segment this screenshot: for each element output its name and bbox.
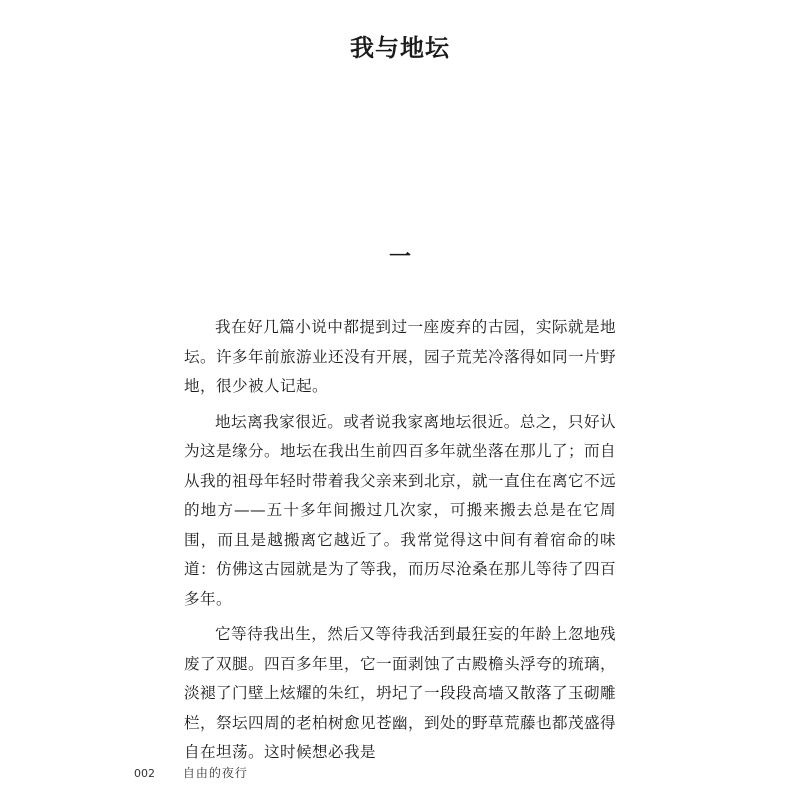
section-number: 一 — [388, 244, 411, 270]
body-text — [184, 313, 616, 774]
paragraph-2: 地坛离我家很近。或者说我家离地坛很近。总之，只好认为这是缘分。地坛在我出生前四百多年就坐落在那儿了；而自从我的祖母年轻时带着我父亲来到北京，就一直住在离它不远的地方——五十多年间搬过几次家，可搬来搬去总是在它周围，而且是越搬离它越近了。我常觉得这中间有着宿命的味道：仿佛这古园就是为了等我，而历尽沧桑在那儿等待了四百多年。 — [184, 412, 616, 608]
paragraph-1: 我在好几篇小说中都提到过一座废弃的古园，实际就是地坛。许多年前旅游业还没有开展，园子荒芜冷落得如同一片野地，很少被人记起。 — [184, 318, 616, 395]
page-number: 002 — [134, 767, 155, 780]
chapter-title: 我与地坛 — [350, 33, 450, 62]
paragraph-3: 它等待我出生，然后又等待我活到最狂妄的年龄上忽地残废了双腿。四百多年里，它一面剥蚀了古殿檐头浮夸的琉璃，淡褪了门壁上炫耀的朱红，坍圮了一段段高墙又散落了玉砌雕栏，祭坛四周的老柏树愈见苍幽，到处的野草荒藤也都茂盛得自在坦荡。这时候想必我是 — [184, 625, 616, 761]
running-book-title: 自由的夜行 — [182, 766, 248, 780]
page-footer — [134, 764, 248, 781]
